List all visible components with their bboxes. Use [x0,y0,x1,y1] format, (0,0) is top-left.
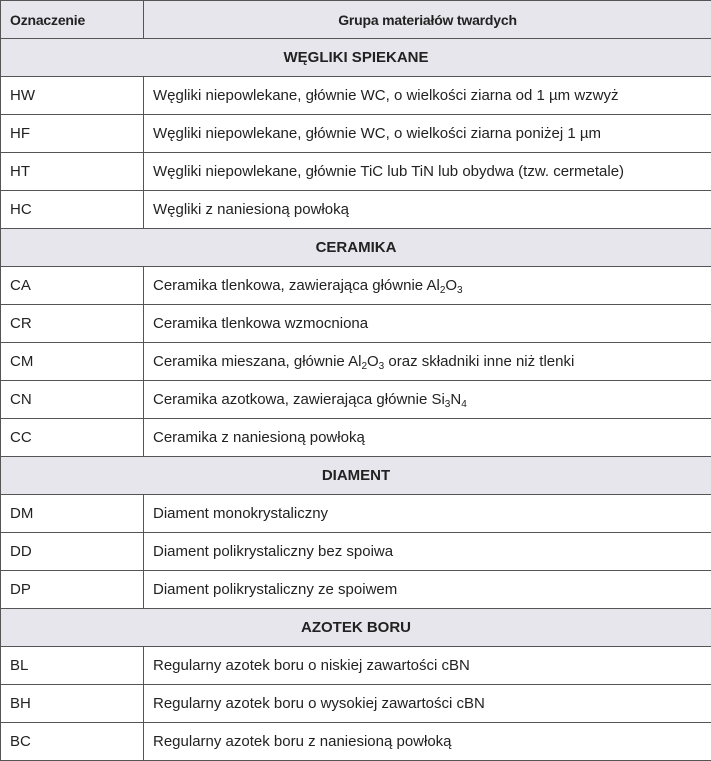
row-code: HF [1,115,144,153]
table-row [1,571,711,609]
section-row [1,39,711,77]
row-code: BC [1,723,144,761]
table-row [1,305,711,343]
table-row [1,647,711,685]
table-row [1,343,711,381]
table-row [1,153,711,191]
row-code: DM [1,495,144,533]
table-row [1,381,711,419]
table-row [1,191,711,229]
section-title: WĘGLIKI SPIEKANE [1,39,711,77]
row-code: CA [1,267,144,305]
table-row [1,419,711,457]
row-description: Węgliki z naniesioną powłoką [144,191,711,229]
section-row [1,609,711,647]
header-designation: Oznaczenie [1,1,144,39]
row-description: Diament polikrystaliczny bez spoiwa [144,533,711,571]
row-description: Ceramika tlenkowa, zawierająca głównie $Al_2O_3$ [144,267,711,305]
table-row [1,267,711,305]
table-row [1,685,711,723]
row-description: Diament monokrystaliczny [144,495,711,533]
row-code: CN [1,381,144,419]
row-code: BL [1,647,144,685]
row-code: CC [1,419,144,457]
row-description: Ceramika azotkowa, zawierająca głównie $Si_3N_4$ [144,381,711,419]
row-description: Węgliki niepowlekane, głównie WC, o wielkości ziarna poniżej 1 µm [144,115,711,153]
row-description: Regularny azotek boru o wysokiej zawartości cBN [144,685,711,723]
section-title: CERAMIKA [1,229,711,267]
row-code: DD [1,533,144,571]
table-row [1,495,711,533]
section-title: AZOTEK BORU [1,609,711,647]
row-description: Węgliki niepowlekane, głównie TiC lub TiN lub obydwa (tzw. cermetale) [144,153,711,191]
row-code: CR [1,305,144,343]
section-row [1,457,711,495]
header-material-group: Grupa materiałów twardych [144,1,711,39]
table-row [1,115,711,153]
row-description: Ceramika tlenkowa wzmocniona [144,305,711,343]
row-code: HW [1,77,144,115]
table-row [1,77,711,115]
row-description: Regularny azotek boru z naniesioną powłoką [144,723,711,761]
row-code: HC [1,191,144,229]
row-description: Regularny azotek boru o niskiej zawartości cBN [144,647,711,685]
row-code: BH [1,685,144,723]
row-code: DP [1,571,144,609]
header-row [1,1,711,39]
row-code: HT [1,153,144,191]
row-description: Diament polikrystaliczny ze spoiwem [144,571,711,609]
row-code: CM [1,343,144,381]
row-description: Węgliki niepowlekane, głównie WC, o wielkości ziarna od 1 µm wzwyż [144,77,711,115]
row-description: Ceramika z naniesioną powłoką [144,419,711,457]
table-row [1,533,711,571]
section-title: DIAMENT [1,457,711,495]
row-description: Ceramika mieszana, głównie $Al_2O_3$ oraz składniki inne niż tlenki [144,343,711,381]
table-row [1,723,711,761]
section-row [1,229,711,267]
